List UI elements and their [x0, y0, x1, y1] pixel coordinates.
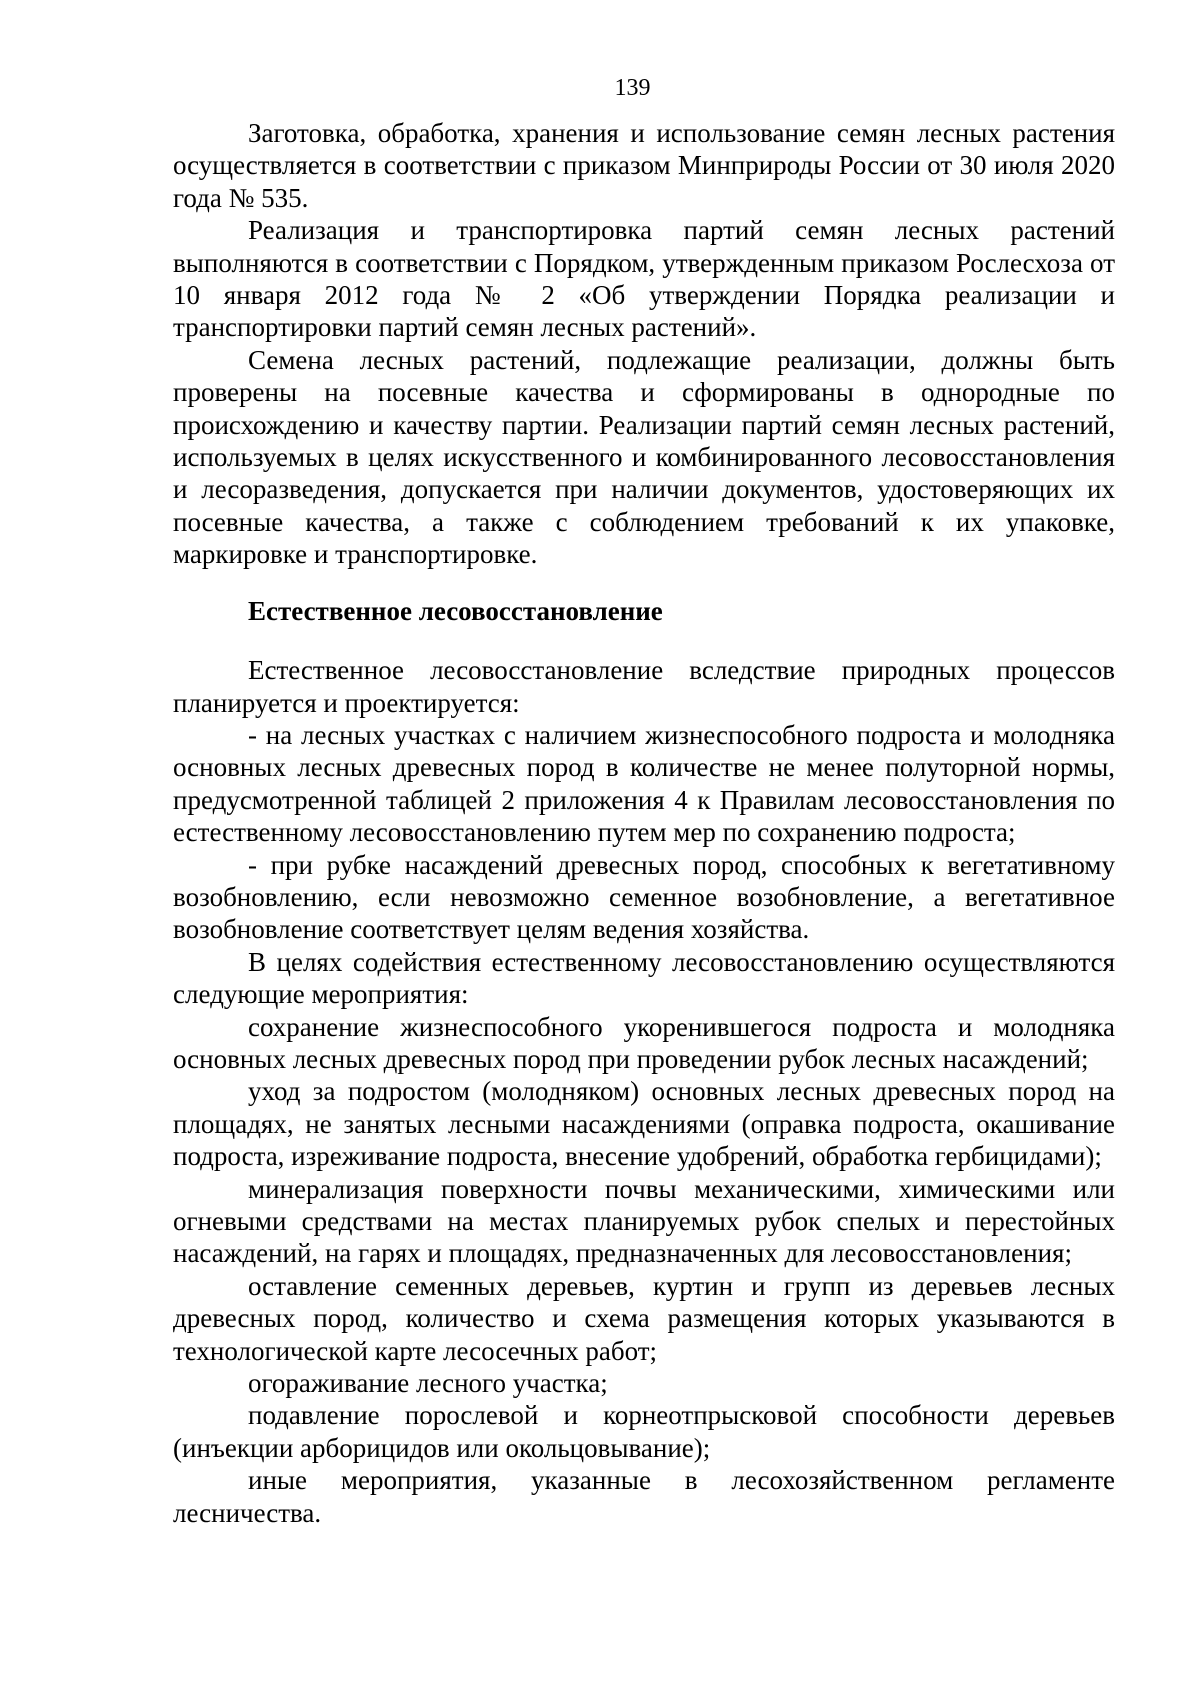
measure-seed-trees: оставление семенных деревьев, куртин и групп из деревьев лесных древесных пород, количество и схема размещения которых указываются в технологической карте лесосечных работ; [173, 1270, 1115, 1366]
measure-other-regulation: иные мероприятия, указанные в лесохозяйственном регламенте лесничества. [173, 1465, 1115, 1528]
paragraph-seed-quality: Семена лесных растений, подлежащие реализации, должны быть проверены на посевные качества и сформированы в однородные по происхождению и качеству партии. Реализации партий семян лесных растений, используемых в целях искусственного и комбинированного лесовосстановления и лесоразведения, допускается при наличии документов, удостоверяющих их посевные качества, а также с соблюдением требований к их упаковке, маркировке и транспортировке. [173, 344, 1115, 570]
page-number: 139 [614, 75, 651, 101]
list-item-undergrowth-plots: - на лесных участках с наличием жизнеспособного подроста и молодняка основных лесных древесных пород в количестве не менее полуторной нормы, предусмотренной таблицей 2 приложения 4 к Правилам лесовосстановления по естественному лесовосстановлению путем мер по сохранению подроста; [173, 719, 1115, 848]
paragraph-seed-sale-transport: Реализация и транспортировка партий семян лесных растений выполняются в соответствии с Порядком, утвержденным приказом Рослесхоза от 10 января 2012 года № 2 «Об утверждении Порядка реализации и транспортировки партий семян лесных растений». [173, 215, 1115, 343]
measure-fencing: огораживание лесного участка; [248, 1368, 608, 1399]
measure-suppress-sprouting: подавление порослевой и корнеотпрысковой способности деревьев (инъекции арборицидов или окольцовывание); [173, 1400, 1115, 1463]
section-heading: Естественное лесовосстановление [248, 595, 663, 626]
measure-soil-mineralization: минерализация поверхности почвы механическими, химическими или огневыми средствами на местах планируемых рубок спелых и перестойных насаждений, на гарях и площадях, предназначенных для лесовосстановления; [173, 1173, 1115, 1269]
measure-undergrowth-care: уход за подростом (молодняком) основных лесных древесных пород на площадях, не занятых лесными насаждениями (оправка подроста, окашивание подроста, изреживание подроста, внесение удобрений, обработка гербицидами); [173, 1076, 1115, 1172]
document-body [173, 117, 1115, 1529]
paragraph-assistance-measures: В целях содействия естественному лесовосстановлению осуществляются следующие мероприятия: [173, 946, 1115, 1010]
list-item-vegetative-renewal: - при рубке насаждений древесных пород, способных к вегетативному возобновлению, если невозможно семенное возобновление, а вегетативное возобновление соответствует целям ведения хозяйства. [173, 849, 1115, 945]
measure-preserve-undergrowth: сохранение жизнеспособного укоренившегося подроста и молодняка основных лесных древесных пород при проведении рубок лесных насаждений; [173, 1011, 1115, 1074]
paragraph-seed-procurement: Заготовка, обработка, хранения и использование семян лесных растения осуществляется в соответствии с приказом Минприроды России от 30 июля 2020 года № 535. [173, 118, 1115, 213]
paragraph-natural-regeneration-intro: Естественное лесовосстановление вследствие природных процессов планируется и проектируется: [173, 655, 1115, 718]
